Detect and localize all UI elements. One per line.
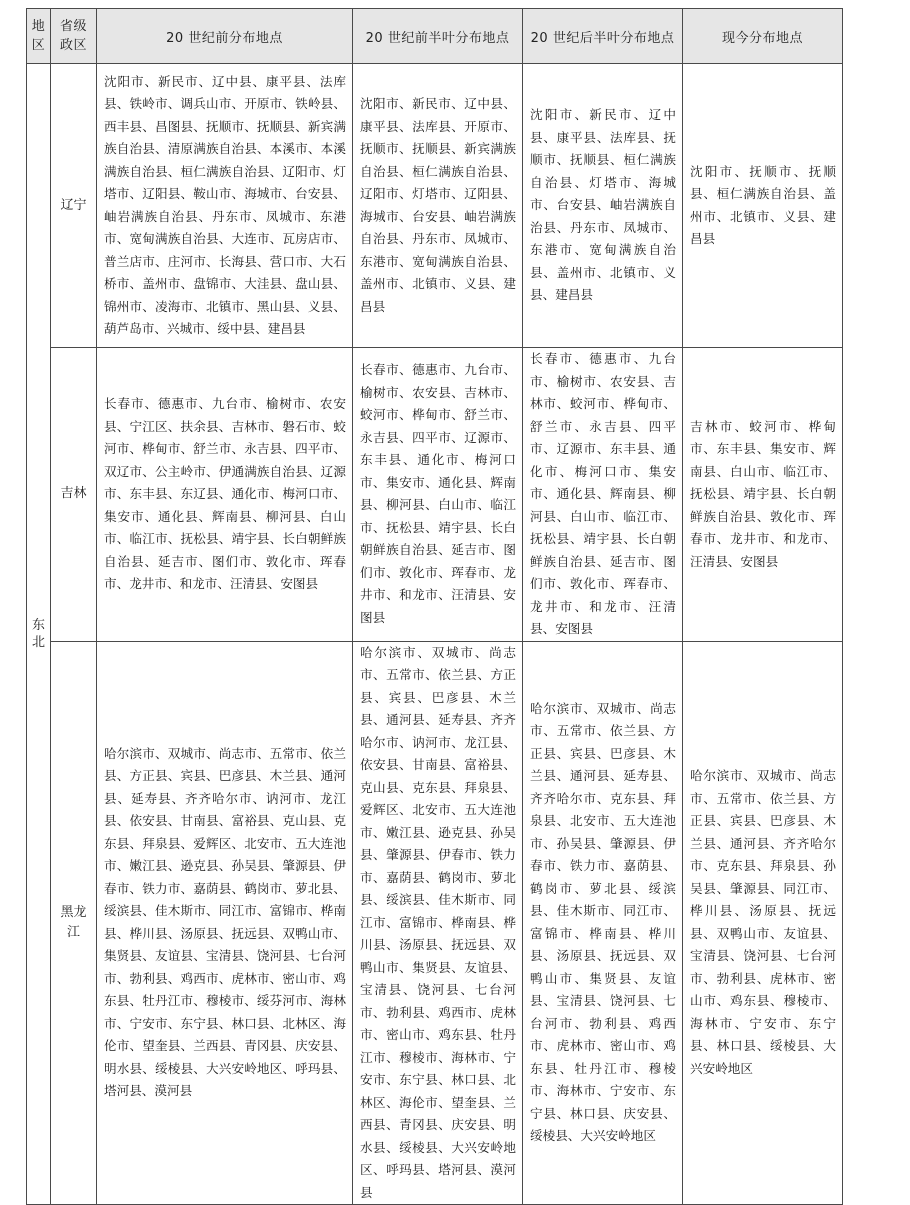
cell-second-half: 长春市、德惠市、九台市、榆树市、农安县、吉林市、蛟河市、桦甸市、舒兰市、永吉县、四平市、辽源市、东丰县、通化市、梅河口市、集安市、通化县、辉南县、柳河县、白山市、临江市、抚松县、靖宇县、长白朝鲜族自治县、延吉市、图们市、敦化市、珲春市、龙井市、和龙市、汪清县、安图县 xyxy=(523,348,683,642)
cell-present: 吉林市、蛟河市、桦甸市、东丰县、集安市、辉南县、白山市、临江市、抚松县、靖宇县、长白朝鲜族自治县、敦化市、珲春市、龙井市、和龙市、汪清县、安图县 xyxy=(683,348,843,642)
distribution-table xyxy=(26,8,843,1205)
header-first-half-20th: 20 世纪前半叶分布地点 xyxy=(353,9,523,64)
cell-first-half: 哈尔滨市、双城市、尚志市、五常市、依兰县、方正县、宾县、巴彦县、木兰县、通河县、延寿县、齐齐哈尔市、讷河市、龙江县、依安县、甘南县、富裕县、克山县、克东县、拜泉县、爱辉区、北安市、五大连池市、嫩江县、逊克县、孙吴县、肇源县、伊春市、铁力市、嘉荫县、鹤岗市、萝北县、绥滨县、佳木斯市、同江市、富锦市、桦南县、桦川县、汤原县、抚远县、双鸭山市、集贤县、友谊县、宝清县、饶河县、七台河市、勃利县、鸡西市、虎林市、密山市、鸡东县、牡丹江市、穆棱市、海林市、宁安市、东宁县、林口县、北林区、海伦市、望奎县、兰西县、青冈县、庆安县、明水县、绥棱县、大兴安岭地区、呼玛县、塔河县、漠河县 xyxy=(353,641,523,1205)
cell-present: 哈尔滨市、双城市、尚志市、五常市、依兰县、方正县、宾县、巴彦县、木兰县、通河县、齐齐哈尔市、克东县、拜泉县、孙吴县、肇源县、同江市、桦川县、汤原县、抚远县、双鸭山市、友谊县、宝清县、饶河县、七台河市、勃利县、虎林市、密山市、鸡东县、穆棱市、海林市、宁安市、东宁县、林口县、绥棱县、大兴安岭地区 xyxy=(683,641,843,1205)
region-cell: 东北 xyxy=(27,64,51,1205)
table-row xyxy=(27,641,843,1205)
cell-second-half: 沈阳市、新民市、辽中县、康平县、法库县、抚顺市、抚顺县、桓仁满族自治县、灯塔市、海城市、台安县、岫岩满族自治县、丹东市、凤城市、东港市、宽甸满族自治县、盖州市、北镇市、义县、建昌县 xyxy=(523,64,683,348)
header-region: 地区 xyxy=(27,9,51,64)
header-pre-20th-century: 20 世纪前分布地点 xyxy=(97,9,353,64)
header-province: 省级政区 xyxy=(51,9,97,64)
cell-pre20: 哈尔滨市、双城市、尚志市、五常市、依兰县、方正县、宾县、巴彦县、木兰县、通河县、延寿县、齐齐哈尔市、讷河市、龙江县、依安县、甘南县、富裕县、克山县、克东县、拜泉县、爱辉区、北安市、五大连池市、嫩江县、逊克县、孙吴县、肇源县、伊春市、铁力市、嘉荫县、鹤岗市、萝北县、绥滨县、佳木斯市、同江市、富锦市、桦南县、桦川县、汤原县、抚远县、双鸭山市、集贤县、友谊县、宝清县、饶河县、七台河市、勃利县、鸡西市、虎林市、密山市、鸡东县、牡丹江市、穆棱市、绥芬河市、海林市、宁安市、东宁县、林口县、北林区、海伦市、望奎县、兰西县、青冈县、庆安县、明水县、绥棱县、大兴安岭地区、呼玛县、塔河县、漠河县 xyxy=(97,641,353,1205)
province-cell: 黑龙江 xyxy=(51,641,97,1205)
table-row xyxy=(27,348,843,642)
table-header-row xyxy=(27,9,843,64)
cell-first-half: 沈阳市、新民市、辽中县、康平县、法库县、开原市、抚顺市、抚顺县、新宾满族自治县、桓仁满族自治县、辽阳市、灯塔市、辽阳县、海城市、台安县、岫岩满族自治县、丹东市、凤城市、东港市、宽甸满族自治县、盖州市、北镇市、义县、建昌县 xyxy=(353,64,523,348)
province-cell: 吉林 xyxy=(51,348,97,642)
cell-pre20: 长春市、德惠市、九台市、榆树市、农安县、宁江区、扶余县、吉林市、磐石市、蛟河市、桦甸市、舒兰市、永吉县、四平市、双辽市、公主岭市、伊通满族自治县、辽源市、东丰县、东辽县、通化市、梅河口市、集安市、通化县、辉南县、柳河县、白山市、临江市、抚松县、靖宇县、长白朝鲜族自治县、延吉市、图们市、敦化市、珲春市、龙井市、和龙市、汪清县、安图县 xyxy=(97,348,353,642)
cell-second-half: 哈尔滨市、双城市、尚志市、五常市、依兰县、方正县、宾县、巴彦县、木兰县、通河县、延寿县、齐齐哈尔市、克东县、拜泉县、北安市、五大连池市、孙吴县、肇源县、伊春市、铁力市、嘉荫县、鹤岗市、萝北县、绥滨县、佳木斯市、同江市、富锦市、桦南县、桦川县、汤原县、抚远县、双鸭山市、集贤县、友谊县、宝清县、饶河县、七台河市、勃利县、鸡西市、虎林市、密山市、鸡东县、牡丹江市、穆棱市、海林市、宁安市、东宁县、林口县、庆安县、绥棱县、大兴安岭地区 xyxy=(523,641,683,1205)
header-second-half-20th: 20 世纪后半叶分布地点 xyxy=(523,9,683,64)
cell-present: 沈阳市、抚顺市、抚顺县、桓仁满族自治县、盖州市、北镇市、义县、建昌县 xyxy=(683,64,843,348)
header-present: 现今分布地点 xyxy=(683,9,843,64)
cell-first-half: 长春市、德惠市、九台市、榆树市、农安县、吉林市、蛟河市、桦甸市、舒兰市、永吉县、四平市、辽源市、东丰县、通化市、梅河口市、集安市、通化县、辉南县、柳河县、白山市、临江市、抚松县、靖宇县、长白朝鲜族自治县、延吉市、图们市、敦化市、珲春市、龙井市、和龙市、汪清县、安图县 xyxy=(353,348,523,642)
table-row xyxy=(27,64,843,348)
cell-pre20: 沈阳市、新民市、辽中县、康平县、法库县、铁岭市、调兵山市、开原市、铁岭县、西丰县、昌图县、抚顺市、抚顺县、新宾满族自治县、清原满族自治县、本溪市、本溪满族自治县、桓仁满族自治县、辽阳市、灯塔市、辽阳县、鞍山市、海城市、台安县、岫岩满族自治县、丹东市、凤城市、东港市、宽甸满族自治县、大连市、瓦房店市、普兰店市、庄河市、长海县、营口市、大石桥市、盖州市、盘锦市、大洼县、盘山县、锦州市、凌海市、北镇市、黑山县、义县、葫芦岛市、兴城市、绥中县、建昌县 xyxy=(97,64,353,348)
province-cell: 辽宁 xyxy=(51,64,97,348)
